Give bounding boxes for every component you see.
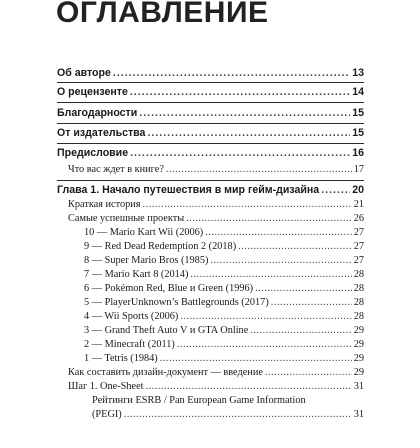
toc-page-number: 29 (353, 325, 364, 336)
toc-page-number: 29 (353, 353, 364, 364)
toc-page-number: 20 (352, 184, 364, 196)
page-title: ОГЛАВЛЕНИЕ (56, 0, 269, 29)
toc-page-number: 27 (353, 255, 364, 266)
dot-leader (186, 213, 352, 224)
dot-leader (210, 255, 351, 266)
toc-page-number: 17 (353, 164, 364, 175)
toc-entry-mario-kart-8[interactable] (84, 269, 364, 280)
divider (57, 102, 364, 103)
toc-page-number: 28 (353, 311, 364, 322)
toc-entry-label: Предисловие (57, 147, 129, 159)
toc-page-number: 15 (352, 127, 364, 139)
dot-leader (113, 67, 350, 79)
dot-leader (205, 227, 351, 238)
toc-entry-label: Как составить дизайн-документ — введение (68, 367, 263, 378)
toc-entry-label: 7 — Mario Kart 8 (2014) (84, 269, 189, 280)
toc-page-number: 21 (353, 199, 364, 210)
toc-entry-about-reviewer[interactable] (57, 86, 364, 98)
toc-entry-label: 2 — Minecraft (2011) (84, 339, 175, 350)
toc-entry-chapter-1[interactable] (57, 184, 364, 196)
toc-page-number: 28 (353, 269, 364, 280)
toc-page-number: 31 (353, 381, 364, 392)
toc-page-number: 28 (353, 297, 364, 308)
dot-leader (124, 409, 352, 420)
toc-page-number: 13 (352, 67, 364, 79)
dot-leader (147, 127, 350, 139)
toc-entry-label: 8 — Super Mario Bros (1985) (84, 255, 209, 266)
toc-entry-label: 5 — PlayerUnknown’s Battlegrounds (2017) (84, 297, 269, 308)
toc-entry-brief-history[interactable] (68, 199, 364, 210)
dot-leader (139, 107, 350, 119)
toc-entry-pokemon[interactable] (84, 283, 364, 294)
toc-entry-wii-sports[interactable] (84, 311, 364, 322)
toc-entry-label: Глава 1. Начало путешествия в мир гейм-дизайна (57, 184, 320, 196)
dot-leader (321, 184, 350, 196)
toc-entry-label: Краткая история (68, 199, 141, 210)
toc-entry-label: 1 — Tetris (1984) (84, 353, 158, 364)
toc-page-number: 15 (352, 107, 364, 119)
toc-entry-label: 6 — Pokémon Red, Blue и Green (1996) (84, 283, 254, 294)
dot-leader (130, 86, 350, 98)
toc-page-number: 14 (352, 86, 364, 98)
toc-entry-acknowledgements[interactable] (57, 107, 364, 119)
toc-page-number: 28 (353, 283, 364, 294)
dot-leader (271, 297, 352, 308)
toc-page-number: 27 (353, 227, 364, 238)
toc-entry-label: Самые успешные проекты (68, 213, 185, 224)
toc-entry-label: 9 — Red Dead Redemption 2 (2018) (84, 241, 237, 252)
dot-leader (190, 269, 351, 280)
toc-entry-tetris[interactable] (84, 353, 364, 364)
toc-page-number: 29 (353, 367, 364, 378)
toc-entry-label: (PEGI) (92, 409, 122, 420)
divider (57, 180, 364, 181)
toc-entry-step-1-one-sheet[interactable] (68, 381, 364, 392)
dot-leader (143, 199, 352, 210)
toc-entry-label: Шаг 1. One-Sheet (68, 381, 144, 392)
toc-page-number: 16 (352, 147, 364, 159)
toc-entry-about-author[interactable] (57, 67, 364, 79)
toc-entry-label: 10 — Mario Kart Wii (2006) (84, 227, 204, 238)
toc-entry-label: О рецензенте (57, 86, 128, 98)
toc-entry-design-document[interactable] (68, 367, 364, 378)
dot-leader (250, 325, 351, 336)
toc-entry-label: 4 — Wii Sports (2006) (84, 311, 179, 322)
dot-leader (160, 353, 352, 364)
toc-entry-label: Об авторе (57, 67, 111, 79)
toc-entry-label: Благодарности (57, 107, 138, 119)
dot-leader (255, 283, 352, 294)
toc-entry-pegi-cont[interactable] (92, 409, 364, 420)
toc-entry-what-awaits[interactable] (68, 164, 364, 175)
dot-leader (146, 381, 352, 392)
divider (57, 82, 364, 83)
dot-leader (166, 164, 352, 175)
toc-page-number: 26 (353, 213, 364, 224)
toc-entry-esrb-pegi[interactable] (92, 395, 364, 406)
toc-page-number: 31 (353, 409, 364, 420)
toc-entry-red-dead-redemption-2[interactable] (84, 241, 364, 252)
toc-page-number: 29 (353, 339, 364, 350)
toc-entry-preface[interactable] (57, 147, 364, 159)
toc-entry-label: От издательства (57, 127, 146, 139)
dot-leader (265, 367, 352, 378)
toc-entry-most-successful[interactable] (68, 213, 364, 224)
toc-entry-gta-v[interactable] (84, 325, 364, 336)
divider (57, 123, 364, 124)
toc-entry-super-mario-bros[interactable] (84, 255, 364, 266)
toc-entry-label: Что вас ждет в книге? (68, 164, 164, 175)
toc-entry-from-publisher[interactable] (57, 127, 364, 139)
toc-entry-pubg[interactable] (84, 297, 364, 308)
toc-entry-mario-kart-wii[interactable] (84, 227, 364, 238)
toc-page-number: 27 (353, 241, 364, 252)
dot-leader (130, 147, 350, 159)
toc-entry-label: Рейтинги ESRB / Pan European Game Information (92, 395, 306, 406)
toc-entry-label: 3 — Grand Theft Auto V и GTA Online (84, 325, 249, 336)
dot-leader (180, 311, 351, 322)
dot-leader (238, 241, 352, 252)
toc-entry-minecraft[interactable] (84, 339, 364, 350)
divider (57, 143, 364, 144)
dot-leader (177, 339, 352, 350)
